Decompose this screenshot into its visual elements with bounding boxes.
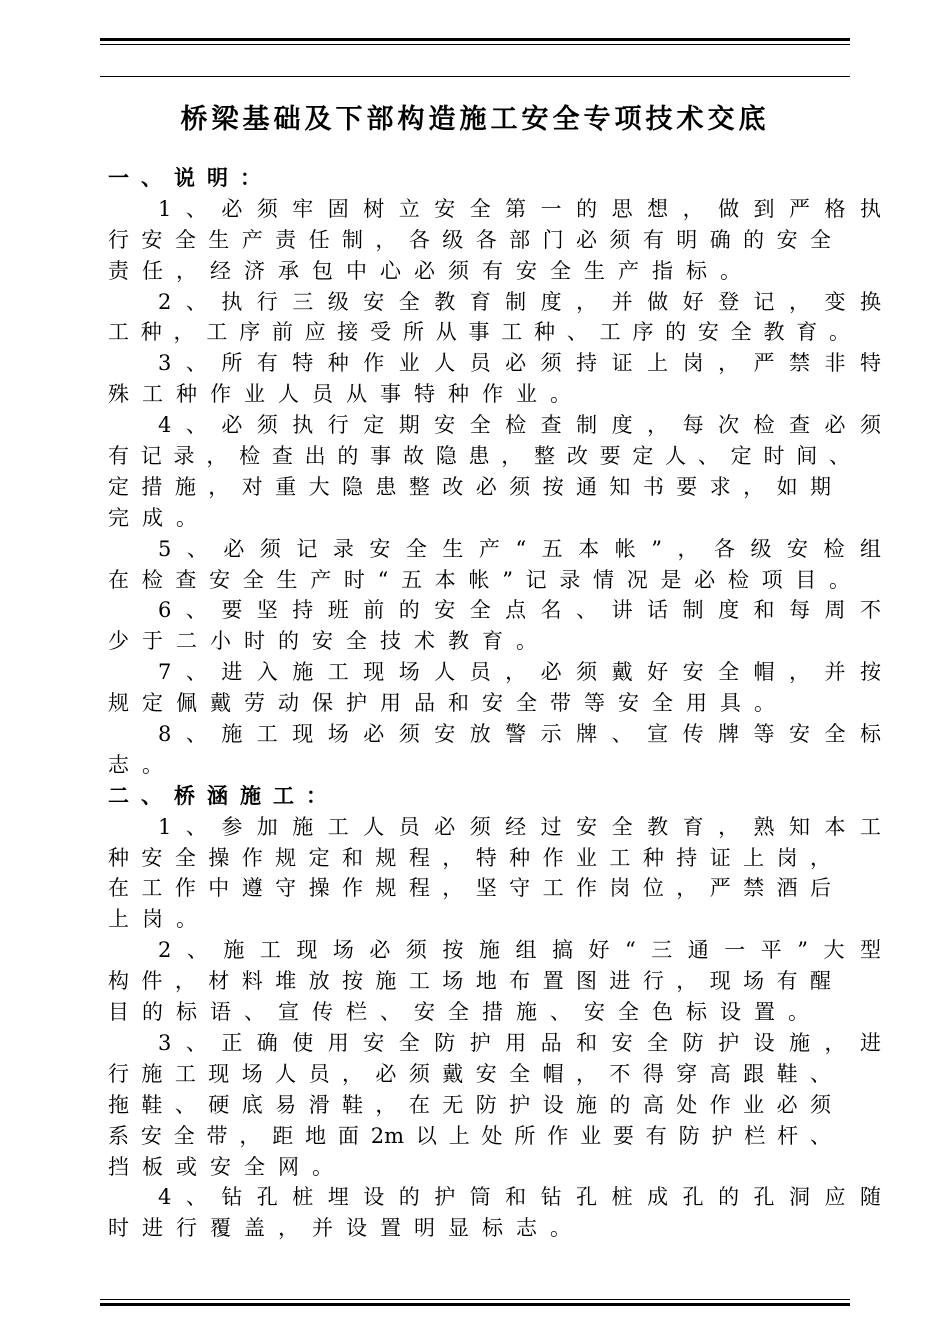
paragraph-line: 构件，材料堆放按施工场地布置图进行，现场有醒 bbox=[108, 969, 831, 994]
paragraph-line: 完成。 bbox=[108, 505, 210, 530]
paragraph-line: 挡板或安全网。 bbox=[108, 1154, 346, 1179]
paragraph-line: 2、执行三级安全教育制度，并做好登记，变换 bbox=[158, 289, 881, 314]
paragraph-line: 2、施工现场必须按施组搞好“三通一平”大型 bbox=[158, 938, 881, 963]
paragraph-line: 在工作中遵守操作规程，坚守工作岗位，严禁酒后 bbox=[108, 876, 831, 901]
paragraph-line: 3、所有特种作业人员必须持证上岗，严禁非特 bbox=[158, 351, 881, 376]
document-body bbox=[108, 163, 881, 1244]
paragraph-line: 拖鞋、硬底易滑鞋，在无防护设施的高处作业必须 bbox=[108, 1092, 831, 1117]
section-heading: 一、说明： bbox=[108, 165, 273, 190]
paragraph-line: 目的标语、宣传栏、安全措施、安全色标设置。 bbox=[108, 1000, 822, 1025]
paragraph-line: 少于二小时的安全技术教育。 bbox=[108, 629, 550, 654]
section-heading: 二、桥涵施工： bbox=[108, 782, 339, 808]
paragraph-line: 责任，经济承包中心必须有安全生产指标。 bbox=[108, 258, 754, 283]
paragraph-line: 5、必须记录安全生产“五本帐”，各级安检组 bbox=[158, 536, 881, 561]
header-rule-thin bbox=[100, 44, 850, 45]
paragraph-line: 志。 bbox=[108, 752, 176, 777]
paragraph-line: 种安全操作规定和规程，特种作业工种持证上岗， bbox=[108, 845, 831, 870]
paragraph-line: 殊工种作业人员从事特种作业。 bbox=[108, 382, 584, 407]
paragraph-line: 1、必须牢固树立安全第一的思想，做到严格执 bbox=[158, 196, 881, 221]
paragraph-line: 6、要坚持班前的安全点名、讲话制度和每周不 bbox=[158, 598, 881, 623]
header-separator bbox=[100, 76, 850, 77]
paragraph-line: 有记录，检查出的事故隐患，整改要定人、定时间、 bbox=[108, 444, 850, 469]
paragraph-line: 规定佩戴劳动保护用品和安全带等安全用具。 bbox=[108, 691, 788, 716]
document-title: 桥梁基础及下部构造施工安全专项技术交底 bbox=[180, 104, 770, 135]
paragraph-line: 4、钻孔桩埋设的护筒和钻孔桩成孔的孔洞应随 bbox=[158, 1185, 881, 1210]
paragraph-line: 上岗。 bbox=[108, 907, 210, 932]
paragraph-line: 定措施，对重大隐患整改必须按通知书要求，如期 bbox=[108, 474, 831, 499]
paragraph-line: 行安全生产责任制，各级各部门必须有明确的安全 bbox=[108, 227, 831, 252]
paragraph-line: 7、进入施工现场人员，必须戴好安全帽，并按 bbox=[158, 660, 881, 685]
paragraph-line: 时进行覆盖，并设置明显标志。 bbox=[108, 1216, 584, 1241]
paragraph-line: 3、正确使用安全防护用品和安全防护设施，进 bbox=[158, 1030, 881, 1055]
footer-rule-thick bbox=[100, 1303, 850, 1306]
header-rule-thick bbox=[100, 38, 850, 41]
paragraph-line: 行施工现场人员，必须戴安全帽，不得穿高跟鞋、 bbox=[108, 1061, 831, 1086]
paragraph-line: 系安全带，距地面2m以上处所作业要有防护栏杆、 bbox=[108, 1123, 831, 1148]
footer-rule-thin bbox=[100, 1299, 850, 1300]
paragraph-line: 在检查安全生产时“五本帐”记录情况是必检项目。 bbox=[108, 567, 850, 592]
paragraph-line: 工种，工序前应接受所从事工种、工序的安全教育。 bbox=[108, 320, 850, 345]
paragraph-line: 4、必须执行定期安全检查制度，每次检查必须 bbox=[158, 413, 881, 438]
paragraph-line: 1、参加施工人员必须经过安全教育，熟知本工 bbox=[158, 814, 881, 839]
paragraph-line: 8、施工现场必须安放警示牌、宣传牌等安全标 bbox=[158, 722, 881, 747]
